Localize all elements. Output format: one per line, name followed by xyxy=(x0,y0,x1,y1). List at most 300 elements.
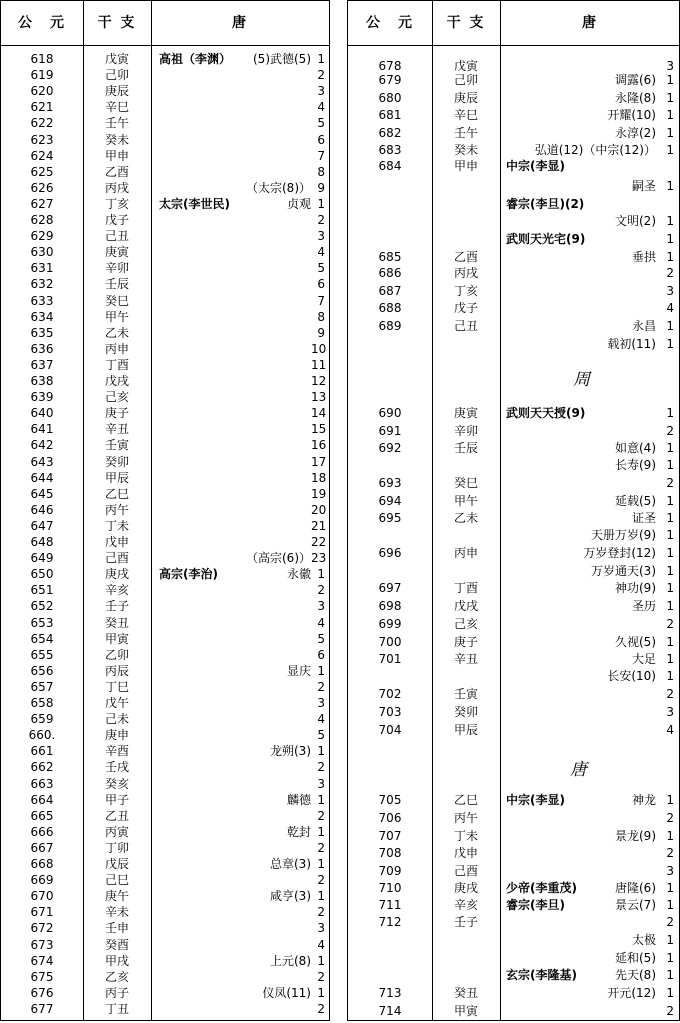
header-ganzhi: 干 支 xyxy=(446,15,486,31)
ganzhi-cell: 壬戌 xyxy=(104,760,129,775)
year-cell: 636 xyxy=(30,341,54,356)
era-year-cell: 2 xyxy=(666,1004,674,1018)
era-cell: 嗣圣 xyxy=(631,179,656,193)
table-row xyxy=(1,68,329,83)
ganzhi-cell: 庚子 xyxy=(104,406,129,421)
year-cell: 701 xyxy=(378,652,402,666)
era-year-cell: 2 xyxy=(666,476,674,490)
ganzhi-cell: 己酉 xyxy=(104,551,129,566)
ganzhi-cell: 辛未 xyxy=(104,905,129,920)
year-cell: 655 xyxy=(30,647,54,662)
year-cell: 687 xyxy=(378,284,402,298)
ruler-cell: 高祖（李渊） xyxy=(159,52,232,66)
year-cell: 711 xyxy=(378,898,402,912)
ganzhi-cell: 庚午 xyxy=(104,889,129,904)
year-cell: 698 xyxy=(378,599,402,613)
table-row xyxy=(348,494,679,509)
ganzhi-cell: 辛亥 xyxy=(453,898,478,912)
table-row xyxy=(348,546,679,561)
era-year-cell: 6 xyxy=(317,277,325,292)
era-year-cell: 3 xyxy=(666,284,674,298)
table-row xyxy=(1,744,329,759)
year-cell: 628 xyxy=(30,213,54,227)
era-year-cell: 17 xyxy=(311,454,327,469)
era-cell: 神功(9) xyxy=(615,581,656,595)
year-cell: 657 xyxy=(30,679,54,694)
year-cell: 680 xyxy=(378,91,402,105)
table-row xyxy=(1,551,329,566)
table-row xyxy=(1,841,329,856)
table-row xyxy=(348,864,679,879)
ruler-cell: 睿宗(李旦) xyxy=(506,898,565,912)
ganzhi-cell: 甲辰 xyxy=(453,723,478,737)
year-cell: 667 xyxy=(30,840,54,855)
year-cell: 627 xyxy=(30,196,54,211)
ganzhi-cell: 癸卯 xyxy=(453,705,478,719)
table-row xyxy=(348,599,679,614)
year-cell: 626 xyxy=(30,180,54,195)
ganzhi-cell: 乙巳 xyxy=(104,486,129,501)
year-cell: 672 xyxy=(30,921,54,936)
era-cell: 延和(5) xyxy=(615,951,656,965)
year-cell: 621 xyxy=(30,100,54,115)
table-row xyxy=(1,777,329,792)
table-row xyxy=(1,422,329,437)
table-row xyxy=(348,337,679,352)
era-year-cell: 10 xyxy=(311,341,327,356)
ganzhi-cell: 戊子 xyxy=(453,301,478,315)
ganzhi-cell: 甲申 xyxy=(453,159,478,173)
table-row xyxy=(348,214,679,229)
table-row xyxy=(1,84,329,99)
era-cell: 显庆 xyxy=(286,663,311,678)
era-cell: 垂拱 xyxy=(631,250,656,264)
ganzhi-cell: 甲寅 xyxy=(104,631,129,646)
era-year-cell: 8 xyxy=(317,309,325,324)
era-year-cell: 1 xyxy=(666,441,674,455)
year-cell: 713 xyxy=(378,986,402,1000)
ganzhi-cell: 丁卯 xyxy=(104,840,129,855)
era-cell: 太极 xyxy=(631,933,656,947)
year-cell: 689 xyxy=(378,319,402,333)
ruler-cell: 中宗(李显) xyxy=(506,159,565,173)
table-row xyxy=(1,261,329,276)
ganzhi-cell: 庚子 xyxy=(453,635,478,649)
era-year-cell: 4 xyxy=(317,615,325,630)
year-cell: 644 xyxy=(30,470,54,485)
ganzhi-cell: 壬辰 xyxy=(104,277,129,292)
ganzhi-cell: 己丑 xyxy=(104,229,129,244)
table-row xyxy=(348,951,679,966)
table-row xyxy=(1,889,329,904)
table-row xyxy=(1,438,329,453)
ganzhi-cell: 甲午 xyxy=(453,494,478,508)
ruler-cell: 少帝(李重茂) xyxy=(506,881,577,895)
ganzhi-cell: 乙未 xyxy=(104,325,129,340)
era-year-cell: 1 xyxy=(317,567,325,582)
year-cell: 653 xyxy=(30,615,54,630)
ganzhi-cell: 丙申 xyxy=(104,341,129,356)
table-row xyxy=(348,669,679,684)
era-year-cell: 1 xyxy=(666,458,674,472)
table-row xyxy=(1,857,329,872)
table-row xyxy=(348,284,679,299)
era-year-cell: 2 xyxy=(317,679,325,694)
ganzhi-cell: 辛卯 xyxy=(453,424,478,438)
table-row xyxy=(1,358,329,373)
ganzhi-cell: 丁酉 xyxy=(453,581,478,595)
era-year-cell: 1 xyxy=(666,564,674,578)
table-row xyxy=(348,73,679,88)
ganzhi-cell: 乙丑 xyxy=(104,808,129,823)
year-cell: 633 xyxy=(30,293,54,308)
ganzhi-cell: 乙卯 xyxy=(104,647,129,662)
era-year-cell: 1 xyxy=(666,91,674,105)
year-cell: 706 xyxy=(378,811,402,825)
year-cell: 714 xyxy=(378,1004,402,1018)
table-row xyxy=(348,687,679,702)
table-row xyxy=(348,197,679,212)
table-row xyxy=(348,143,679,158)
ganzhi-cell: 丙子 xyxy=(104,985,129,1000)
ganzhi-cell: 壬寅 xyxy=(104,438,129,453)
era-year-cell: 2 xyxy=(317,969,325,984)
era-cell: 上元(8) xyxy=(270,953,311,968)
ganzhi-cell: 壬午 xyxy=(453,126,478,140)
ruler-cell: 睿宗(李旦)(2) xyxy=(506,197,585,211)
year-cell: 705 xyxy=(378,793,402,807)
right-header xyxy=(348,1,679,46)
year-cell: 620 xyxy=(30,84,54,99)
table-row xyxy=(348,705,679,720)
ganzhi-cell: 壬辰 xyxy=(453,441,478,455)
year-cell: 671 xyxy=(30,905,54,920)
era-year-cell: 16 xyxy=(311,438,327,453)
year-cell: 664 xyxy=(30,792,54,807)
era-year-cell: 1 xyxy=(666,581,674,595)
era-cell: 仪凤(11) xyxy=(262,985,311,1000)
year-cell: 685 xyxy=(378,250,402,264)
era-cell: 开元(12) xyxy=(607,986,656,1000)
era-cell: 调露(6) xyxy=(615,73,656,87)
era-year-cell: 1 xyxy=(666,337,674,351)
ganzhi-cell: 戊申 xyxy=(104,535,129,549)
year-cell: 669 xyxy=(30,873,54,888)
table-row xyxy=(1,406,329,421)
era-year-cell: 1 xyxy=(666,511,674,525)
table-row xyxy=(1,374,329,389)
table-row xyxy=(348,159,679,174)
header-ganzhi: 干 支 xyxy=(97,15,137,31)
year-cell: 648 xyxy=(30,535,54,549)
table-row xyxy=(1,342,329,357)
table-row xyxy=(1,116,329,131)
era-year-cell: 2 xyxy=(666,915,674,929)
table-row xyxy=(1,728,329,743)
ganzhi-cell: 戊寅 xyxy=(104,52,129,66)
year-cell: 679 xyxy=(378,73,402,87)
era-year-cell: 1 xyxy=(666,528,674,542)
table-row xyxy=(1,583,329,598)
era-year-cell: 5 xyxy=(317,728,325,743)
table-row xyxy=(348,319,679,334)
ganzhi-cell: 壬申 xyxy=(104,921,129,936)
era-cell: 如意(4) xyxy=(615,441,656,455)
era-year-cell: 1 xyxy=(666,669,674,683)
table-row xyxy=(1,535,329,550)
era-year-cell: 4 xyxy=(317,937,325,952)
era-year-cell: 1 xyxy=(666,951,674,965)
ruler-cell: 太宗(李世民) xyxy=(159,196,230,211)
ganzhi-cell: 戊辰 xyxy=(104,857,129,871)
ganzhi-cell: 庚寅 xyxy=(453,406,478,420)
ganzhi-cell: 戊午 xyxy=(104,696,129,710)
era-year-cell: 1 xyxy=(666,881,674,895)
era-year-cell: 4 xyxy=(317,245,325,260)
era-year-cell: 1 xyxy=(317,52,325,66)
era-cell: 大足 xyxy=(631,652,656,666)
era-year-cell: 5 xyxy=(317,116,325,131)
era-year-cell: 1 xyxy=(317,744,325,759)
ganzhi-cell: 庚寅 xyxy=(104,245,129,260)
era-cell: 万岁登封(12) xyxy=(583,546,656,560)
year-cell: 695 xyxy=(378,511,402,525)
year-cell: 682 xyxy=(378,126,402,140)
era-cell: 唐隆(6) xyxy=(615,881,656,895)
era-year-cell: 1 xyxy=(666,933,674,947)
table-row xyxy=(348,881,679,896)
table-row xyxy=(348,898,679,913)
ganzhi-cell: 乙酉 xyxy=(104,164,129,179)
year-cell: 650 xyxy=(30,567,54,582)
era-year-cell: 9 xyxy=(317,325,325,340)
ganzhi-cell: 丁巳 xyxy=(104,679,129,694)
era-year-cell: 7 xyxy=(317,293,325,308)
era-cell: 弘道(12)（中宗(12)） xyxy=(534,143,656,157)
ganzhi-cell: 癸丑 xyxy=(104,615,129,630)
year-cell: 707 xyxy=(378,829,402,843)
ganzhi-cell: 甲辰 xyxy=(104,470,129,485)
year-cell: 649 xyxy=(30,551,54,566)
ganzhi-cell: 癸酉 xyxy=(104,937,129,952)
era-year-cell: 2 xyxy=(317,840,325,855)
era-year-cell: 2 xyxy=(317,583,325,598)
table-row xyxy=(1,165,329,180)
era-year-cell: 1 xyxy=(666,214,674,228)
table-row xyxy=(1,326,329,341)
era-cell: （太宗(8)） xyxy=(246,180,311,195)
era-year-cell: 1 xyxy=(666,73,674,87)
ganzhi-cell: 戊戌 xyxy=(104,374,129,388)
table-row xyxy=(1,519,329,534)
table-row xyxy=(1,471,329,486)
ruler-cell: 中宗(李显) xyxy=(506,793,565,807)
ganzhi-cell: 癸亥 xyxy=(104,776,129,791)
era-year-cell: 2 xyxy=(666,424,674,438)
era-cell: 神龙 xyxy=(631,793,656,807)
table-row xyxy=(1,294,329,309)
ganzhi-cell: 庚辰 xyxy=(104,84,129,99)
year-cell: 629 xyxy=(30,229,54,244)
year-cell: 646 xyxy=(30,502,54,517)
ganzhi-cell: 甲戌 xyxy=(104,953,129,968)
era-year-cell: 6 xyxy=(317,647,325,662)
ganzhi-cell: 己未 xyxy=(104,712,129,727)
table-row xyxy=(1,197,329,212)
table-row xyxy=(1,277,329,292)
table-row xyxy=(1,599,329,614)
era-year-cell: 1 xyxy=(666,143,674,157)
era-year-cell: 3 xyxy=(317,599,325,614)
year-cell: 661 xyxy=(30,744,54,759)
ganzhi-cell: 丁丑 xyxy=(104,1001,129,1016)
era-year-cell: 3 xyxy=(666,59,674,73)
year-cell: 663 xyxy=(30,776,54,791)
era-cell: 永隆(8) xyxy=(615,91,656,105)
year-cell: 634 xyxy=(30,309,54,324)
era-cell: 载初(11) xyxy=(607,337,656,351)
table-row xyxy=(1,696,329,711)
header-year: 公 元 xyxy=(366,15,414,31)
year-cell: 677 xyxy=(30,1001,54,1016)
ganzhi-cell: 己丑 xyxy=(453,319,478,333)
year-cell: 632 xyxy=(30,277,54,292)
year-cell: 658 xyxy=(30,696,54,710)
era-year-cell: 22 xyxy=(311,535,327,549)
year-cell: 676 xyxy=(30,985,54,1000)
table-row xyxy=(348,59,679,74)
ruler-cell: 武则天天授(9) xyxy=(506,406,586,420)
ganzhi-cell: 己酉 xyxy=(453,864,478,878)
year-cell: 647 xyxy=(30,518,54,533)
ganzhi-cell: 壬子 xyxy=(453,915,478,929)
year-cell: 652 xyxy=(30,599,54,614)
era-year-cell: 1 xyxy=(666,494,674,508)
ganzhi-cell: 癸丑 xyxy=(453,986,478,1000)
table-row xyxy=(348,846,679,861)
ganzhi-cell: 癸未 xyxy=(453,143,478,157)
ganzhi-cell: 庚戌 xyxy=(453,881,478,895)
table-row xyxy=(1,149,329,164)
era-cell: 咸亨(3) xyxy=(270,889,311,904)
table-row xyxy=(1,1002,329,1017)
table-row xyxy=(1,616,329,631)
era-year-cell: 5 xyxy=(317,261,325,276)
era-cell: 万岁通天(3) xyxy=(591,564,656,578)
era-year-cell: 2 xyxy=(317,213,325,227)
year-cell: 704 xyxy=(378,723,402,737)
era-year-cell: 3 xyxy=(666,705,674,719)
era-cell: 先天(8) xyxy=(615,968,656,982)
ganzhi-cell: 甲子 xyxy=(104,792,129,807)
era-year-cell: 13 xyxy=(311,390,327,405)
section-title-zhou: 周 xyxy=(573,370,590,390)
era-cell: (5)武德(5) xyxy=(253,52,311,66)
era-year-cell: 12 xyxy=(311,374,327,388)
table-row xyxy=(348,458,679,473)
table-row xyxy=(348,424,679,439)
table-row xyxy=(1,213,329,228)
era-year-cell: 1 xyxy=(317,824,325,839)
year-cell: 631 xyxy=(30,261,54,276)
table-row xyxy=(348,301,679,316)
table-row xyxy=(1,487,329,502)
era-cell: 龙朔(3) xyxy=(270,744,311,759)
table-row xyxy=(1,133,329,148)
year-cell: 659 xyxy=(30,712,54,727)
year-cell: 623 xyxy=(30,132,54,147)
table-row xyxy=(348,232,679,247)
era-year-cell: 7 xyxy=(317,148,325,163)
year-cell: 703 xyxy=(378,705,402,719)
ganzhi-cell: 癸巳 xyxy=(104,293,129,308)
table-row xyxy=(1,567,329,582)
ganzhi-cell: 己卯 xyxy=(104,68,129,83)
table-row xyxy=(1,245,329,260)
year-cell: 645 xyxy=(30,486,54,501)
era-year-cell: 1 xyxy=(666,898,674,912)
year-cell: 651 xyxy=(30,583,54,598)
era-year-cell: 1 xyxy=(317,857,325,871)
table-row xyxy=(1,664,329,679)
year-cell: 696 xyxy=(378,546,402,560)
ganzhi-cell: 丁酉 xyxy=(104,357,129,372)
era-year-cell: 19 xyxy=(311,486,327,501)
table-row xyxy=(348,968,679,983)
era-cell: 永徽 xyxy=(286,567,311,582)
era-cell: 总章(3) xyxy=(270,857,311,871)
year-cell: 670 xyxy=(30,889,54,904)
table-row xyxy=(348,266,679,281)
ganzhi-cell: 戊寅 xyxy=(453,59,478,73)
year-cell: 697 xyxy=(378,581,402,595)
ruler-cell: 武则天光宅(9) xyxy=(506,232,586,246)
table-row xyxy=(1,986,329,1001)
table-row xyxy=(348,811,679,826)
header-year: 公 元 xyxy=(18,15,66,31)
table-row xyxy=(348,617,679,632)
era-year-cell: 3 xyxy=(317,776,325,791)
ganzhi-cell: 乙酉 xyxy=(453,250,478,264)
ganzhi-cell: 乙未 xyxy=(453,511,478,525)
era-year-cell: 1 xyxy=(666,793,674,807)
era-year-cell: 2 xyxy=(317,760,325,775)
era-year-cell: 1 xyxy=(666,652,674,666)
ganzhi-cell: 丁未 xyxy=(453,829,478,843)
era-cell: 开耀(10) xyxy=(607,108,656,122)
table-row xyxy=(348,108,679,123)
table-row xyxy=(348,179,679,194)
table-row xyxy=(348,250,679,265)
table-row xyxy=(1,938,329,953)
year-cell: 684 xyxy=(378,159,402,173)
era-year-cell: 1 xyxy=(666,250,674,264)
ganzhi-cell: 己亥 xyxy=(453,617,478,631)
era-year-cell: 1 xyxy=(317,953,325,968)
ganzhi-cell: 辛丑 xyxy=(453,652,478,666)
era-year-cell: 8 xyxy=(317,164,325,179)
year-cell: 693 xyxy=(378,476,402,490)
ganzhi-cell: 丁未 xyxy=(104,518,129,533)
era-year-cell: 1 xyxy=(666,126,674,140)
era-year-cell: 6 xyxy=(317,132,325,147)
ruler-cell: 玄宗(李隆基) xyxy=(506,968,577,982)
year-cell: 699 xyxy=(378,617,402,631)
table-row xyxy=(1,680,329,695)
table-row xyxy=(1,52,329,67)
year-cell: 637 xyxy=(30,357,54,372)
era-year-cell: 2 xyxy=(317,1001,325,1016)
